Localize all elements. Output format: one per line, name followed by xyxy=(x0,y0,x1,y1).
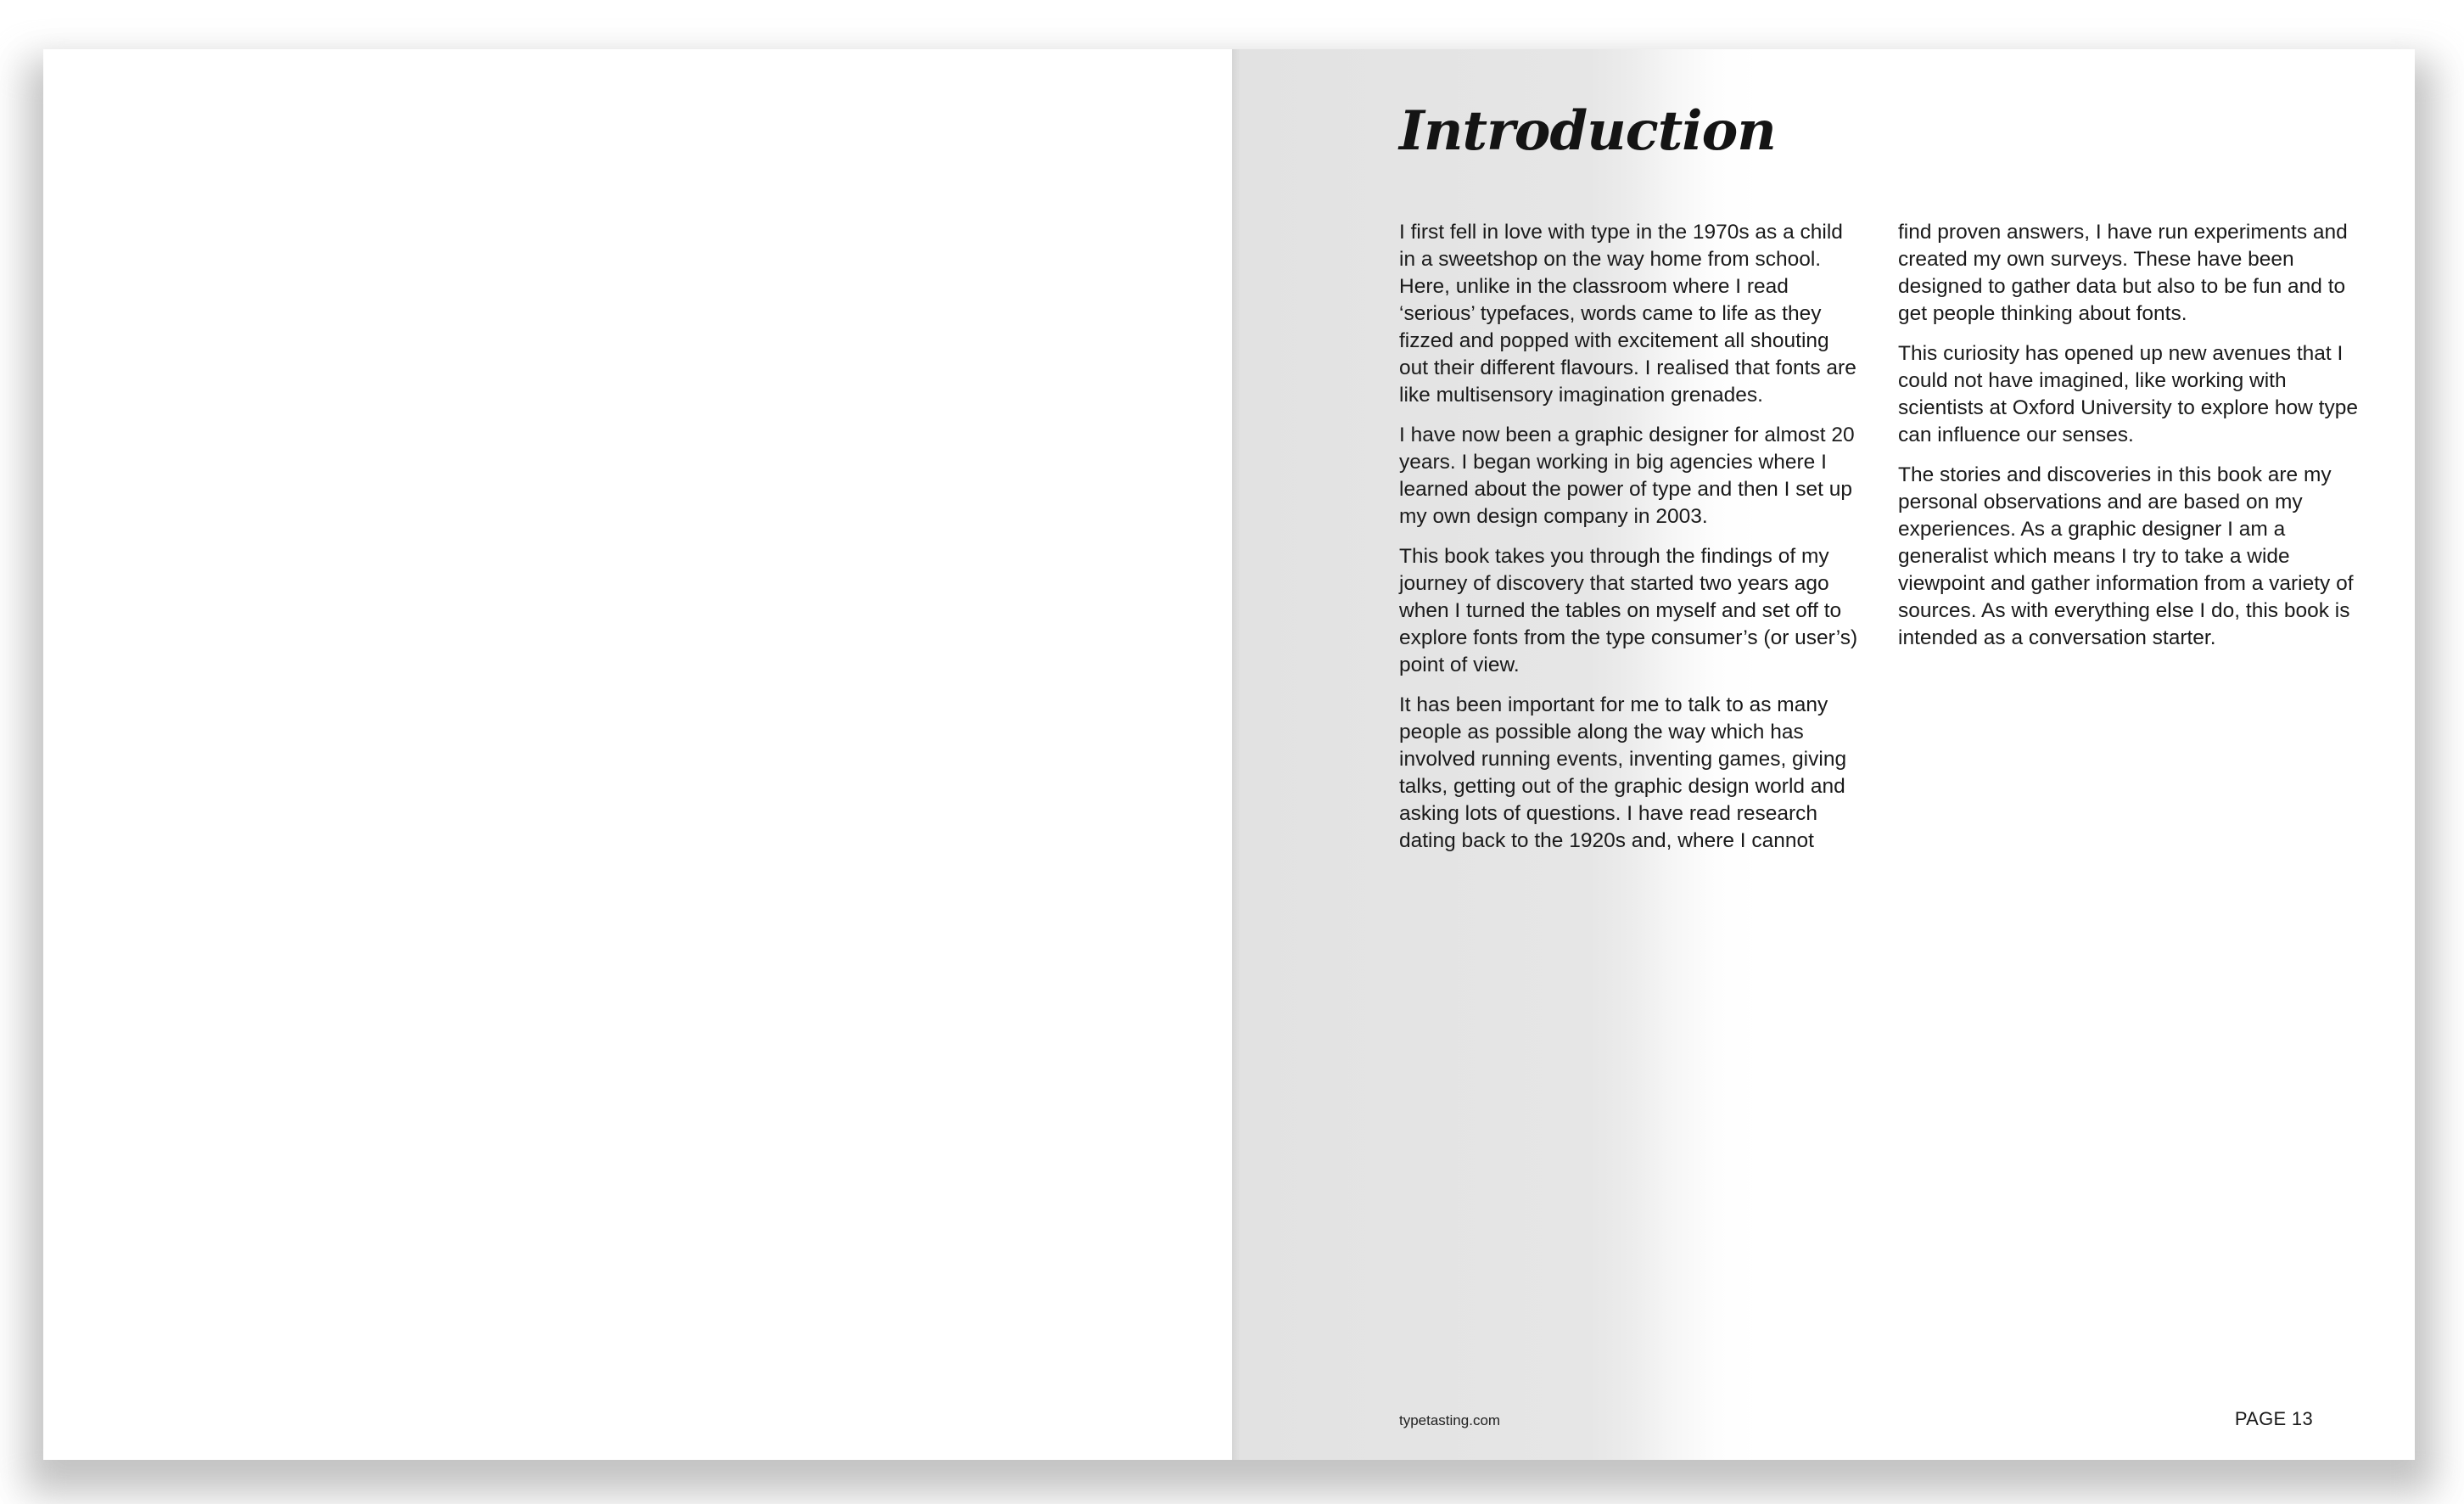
text-column-right xyxy=(1898,219,2360,665)
paragraph: The stories and discoveries in this book are my personal observations and are based on my experiences. As a graphic designer I am a generalist which means I try to take a wide viewpoint and gather information from a variety of sources. As with everything else I do, this book is intended as a conversation starter. xyxy=(1898,463,2354,649)
left-page-blank xyxy=(43,49,1232,1460)
book-spread xyxy=(43,49,2415,1460)
text-column-left xyxy=(1399,219,1862,867)
page-title: Introduction xyxy=(1399,99,1776,163)
paragraph: This book takes you through the findings of my journey of discovery that started two years ago when I turned the tables on myself and set off to explore fonts from the type consumer’s (or user’s) point of view. xyxy=(1399,545,1858,676)
right-page xyxy=(1232,49,2415,1460)
paragraph: This curiosity has opened up new avenues that I could not have imagined, like working with scientists at Oxford University to explore how type can influence our senses. xyxy=(1898,342,2358,446)
footer-url: typetasting.com xyxy=(1399,1412,1501,1428)
paragraph: It has been important for me to talk to as many people as possible along the way which has involved running events, inventing games, giving talks, getting out of the graphic design world and asking lots of questions. I have read research dating back to the 1920s and, where I cannot xyxy=(1399,693,1847,852)
paragraph: I have now been a graphic designer for almost 20 years. I began working in big agencies where I learned about the power of type and then I set up my own design company in 2003. xyxy=(1399,424,1855,528)
page-number: PAGE 13 xyxy=(2234,1408,2313,1429)
paragraph: I first fell in love with type in the 1970s as a child in a sweetshop on the way home from school. Here, unlike in the classroom where I read ‘serious’ typefaces, words came to life as they fizzed and popped with excitement all shouting out their different flavours. I realised that fonts are like multisensory imagination grenades. xyxy=(1399,221,1856,407)
paragraph: find proven answers, I have run experiments and created my own surveys. These have been designed to gather data but also to be fun and to get people thinking about fonts. xyxy=(1898,221,2348,325)
